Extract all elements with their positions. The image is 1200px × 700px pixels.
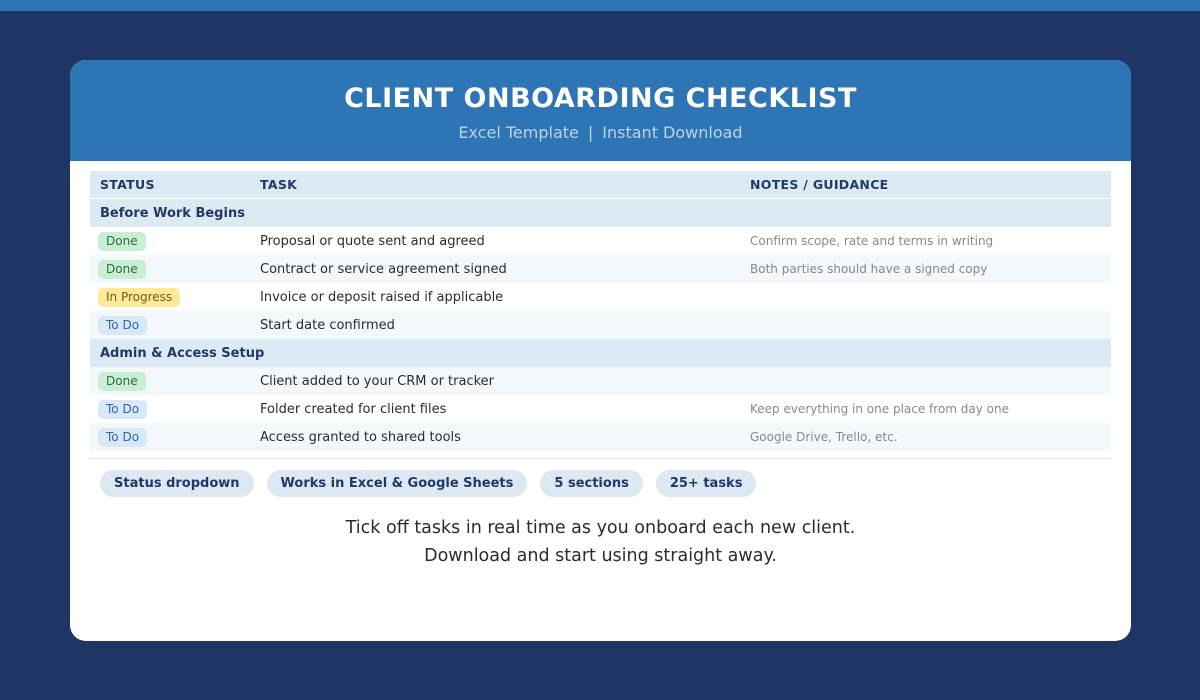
notes-cell: Confirm scope, rate and terms in writing [750,234,994,248]
feature-chip-excel-sheets: Works in Excel & Google Sheets [267,470,528,497]
card-header [70,60,1131,161]
section-header-admin-access [90,339,1111,367]
table-row [90,395,1111,423]
table-row [90,283,1111,311]
top-accent-strip [0,0,1200,11]
page-title: CLIENT ONBOARDING CHECKLIST [344,83,857,114]
column-header-task: TASK [260,177,298,192]
table-row [90,311,1111,339]
status-badge[interactable]: Done [98,260,146,279]
section-title: Before Work Begins [100,205,245,221]
column-header-status: STATUS [100,177,155,192]
task-cell: Start date confirmed [260,317,395,333]
task-cell: Client added to your CRM or tracker [260,373,495,389]
notes-cell: Both parties should have a signed copy [750,262,988,276]
status-badge[interactable]: In Progress [98,288,180,307]
task-cell: Folder created for client files [260,401,447,417]
subtitle-separator: | [587,123,594,142]
checklist-table [90,171,1111,451]
table-row [90,423,1111,451]
section-divider [90,458,1111,459]
column-header-notes: NOTES / GUIDANCE [750,177,889,192]
status-badge[interactable]: To Do [98,316,147,335]
tagline-line-1: Tick off tasks in real time as you onboard each new client. [345,518,856,538]
task-cell: Invoice or deposit raised if applicable [260,289,504,305]
feature-chip-tasks: 25+ tasks [656,470,757,497]
section-header-before-work [90,199,1111,227]
tagline-line-2: Download and start using straight away. [424,546,777,566]
table-row [90,367,1111,395]
task-cell: Contract or service agreement signed [260,261,507,277]
status-badge[interactable]: Done [98,232,146,251]
notes-cell: Google Drive, Trello, etc. [750,430,898,444]
status-badge[interactable]: Done [98,372,146,391]
checklist-card [70,60,1131,641]
feature-chips [100,470,756,497]
table-row [90,227,1111,255]
section-title: Admin & Access Setup [100,345,265,361]
notes-cell: Keep everything in one place from day one [750,402,1010,416]
feature-chip-sections: 5 sections [540,470,642,497]
task-cell: Proposal or quote sent and agreed [260,233,485,249]
feature-chip-status-dropdown: Status dropdown [100,470,254,497]
status-badge[interactable]: To Do [98,400,147,419]
status-badge[interactable]: To Do [98,428,147,447]
table-header-row [90,171,1111,199]
page-subtitle [70,122,1131,144]
tagline [70,514,1131,570]
subtitle-download-label: Instant Download [602,123,743,142]
subtitle-template-label: Excel Template [458,123,579,142]
table-row [90,255,1111,283]
task-cell: Access granted to shared tools [260,429,461,445]
